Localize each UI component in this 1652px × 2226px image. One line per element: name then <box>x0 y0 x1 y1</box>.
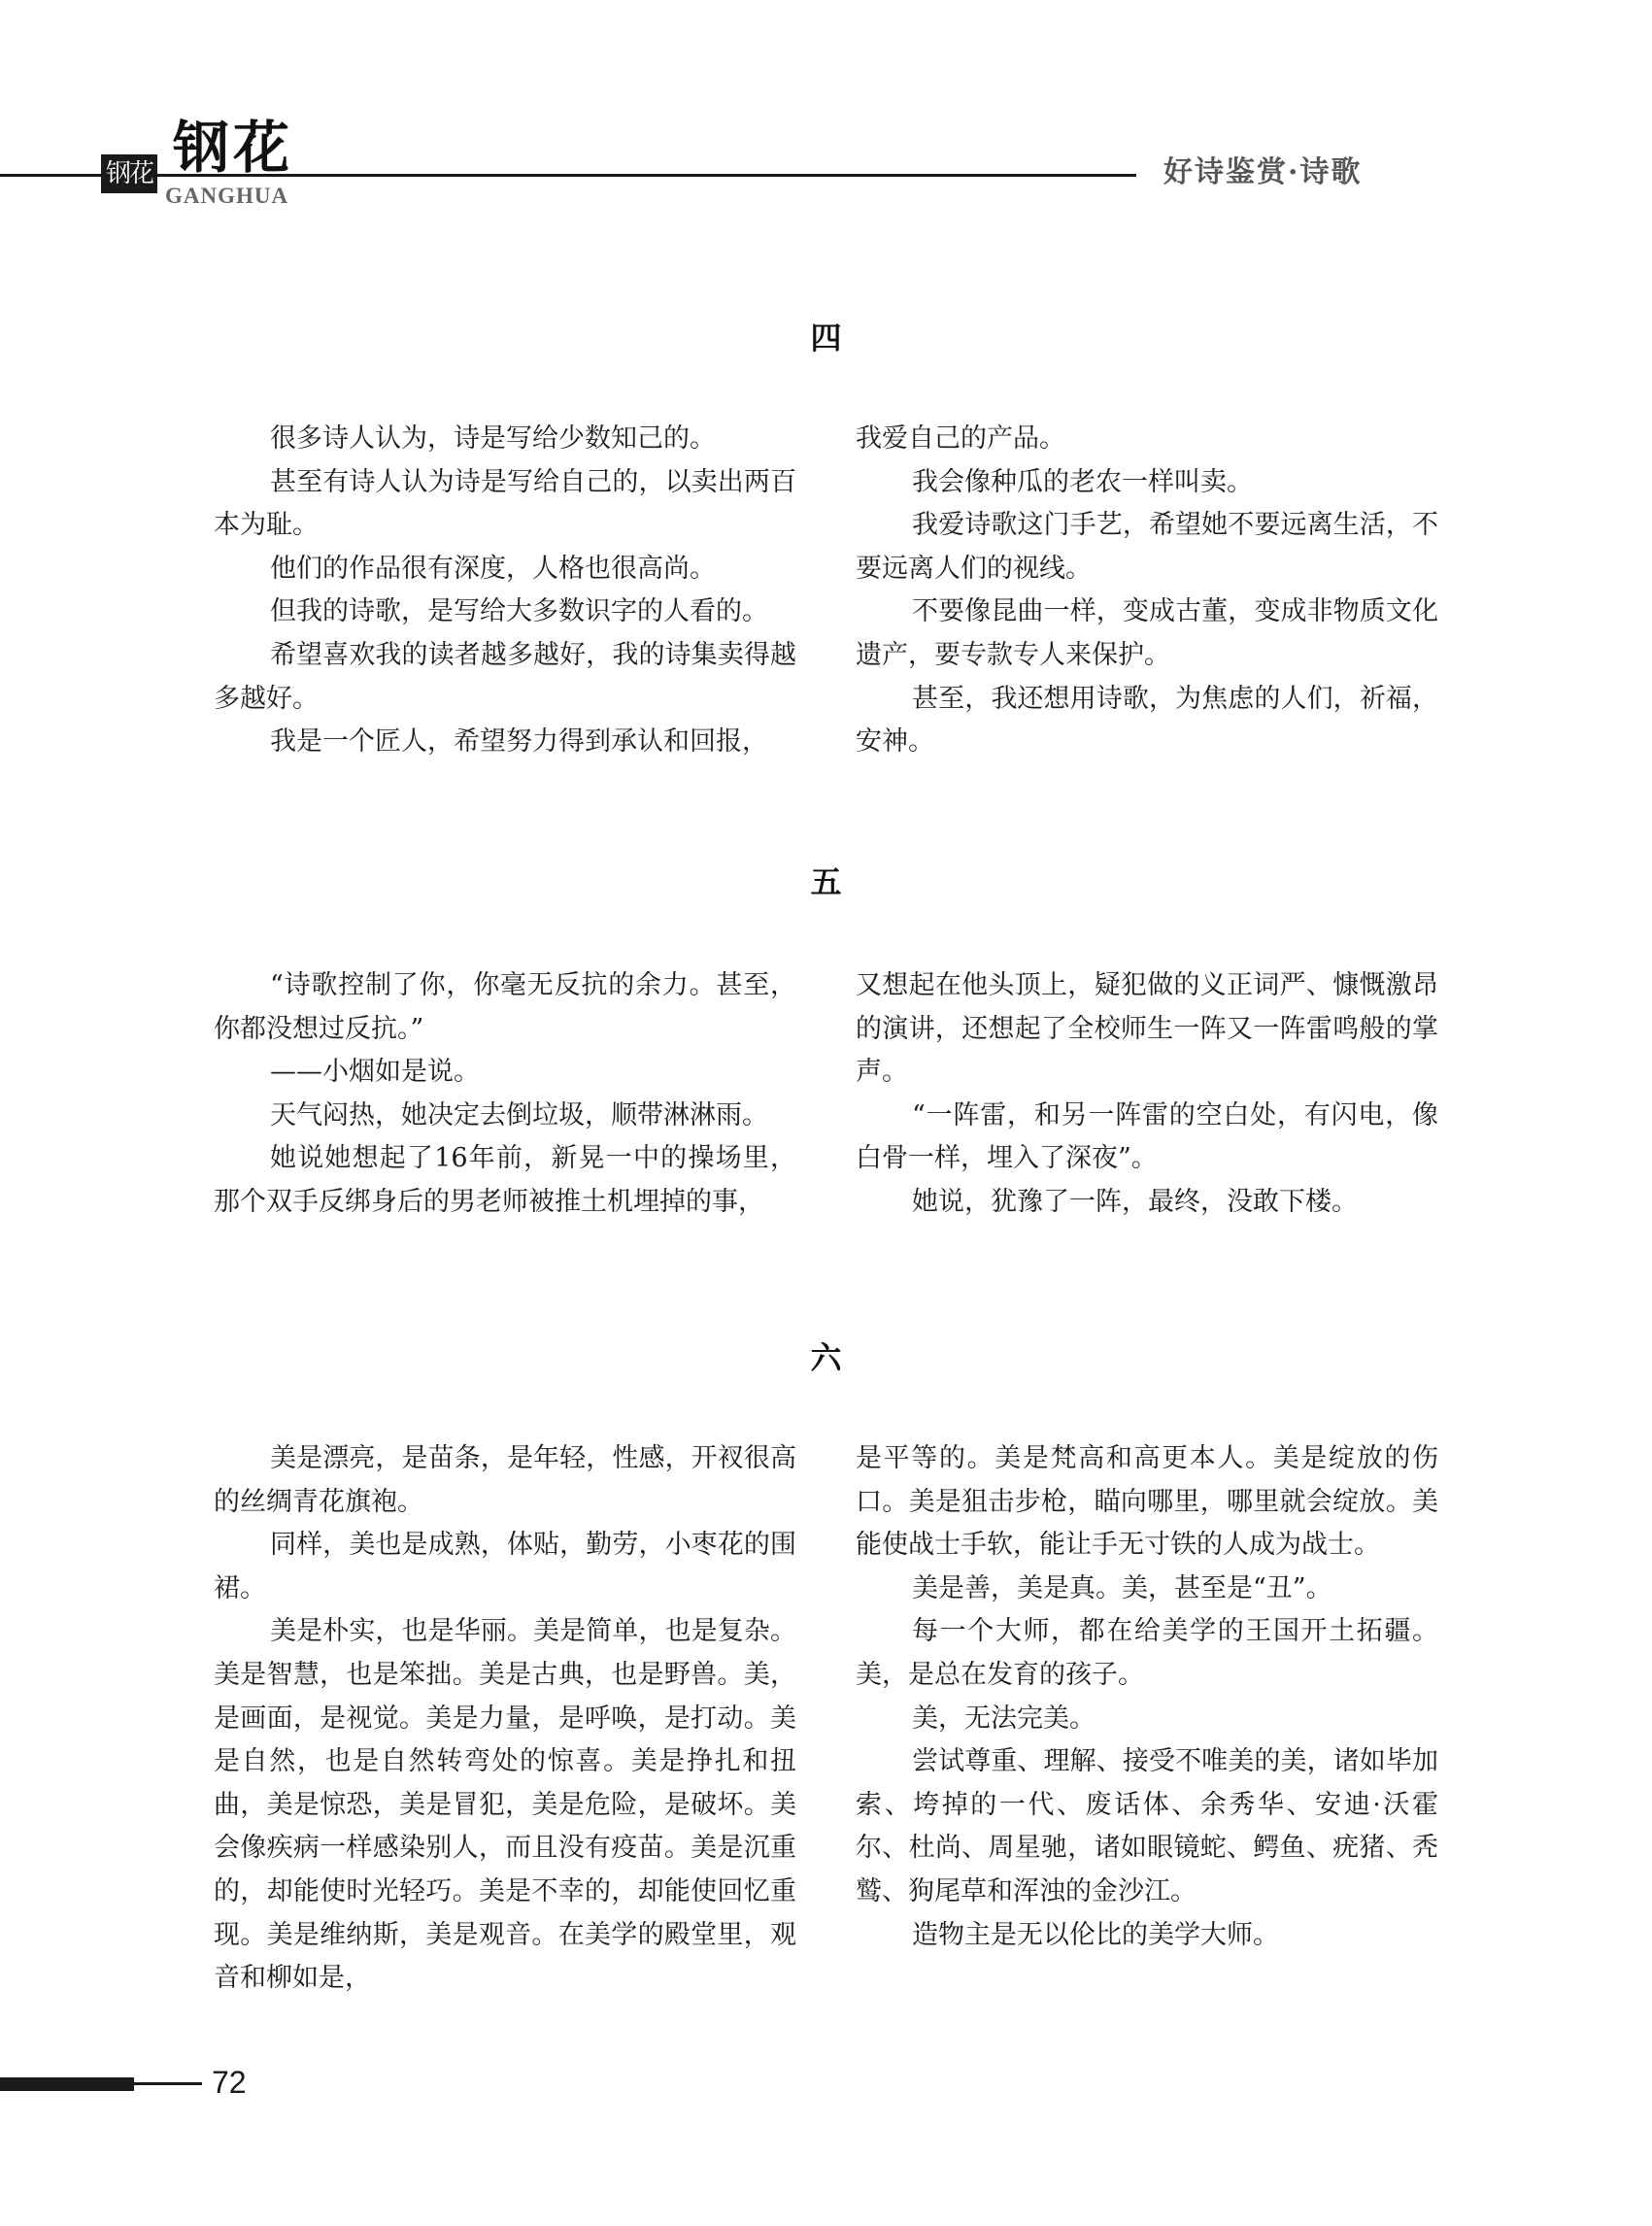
paragraph: 甚至有诗人认为诗是写给自己的，以卖出两百本为耻。 <box>214 466 796 541</box>
paragraph: 很多诗人认为，诗是写给少数知己的。 <box>270 423 716 454</box>
paragraph: 不要像昆曲一样，变成古董，变成非物质文化遗产，要专款专人来保护。 <box>856 596 1438 670</box>
magazine-logo-badge: 钢花 <box>101 154 157 193</box>
section-5-right-column <box>856 964 1438 1225</box>
paragraph: 造物主是无以伦比的美学大师。 <box>912 1919 1279 1950</box>
header-rule <box>0 174 1136 177</box>
paragraph: 我爱自己的产品。 <box>856 423 1065 454</box>
paragraph: 我是一个匠人，希望努力得到承认和回报， <box>270 726 768 758</box>
page-number: 72 <box>212 2065 247 2100</box>
footer-rule-thick <box>0 2077 134 2091</box>
paragraph: 尝试尊重、理解、接受不唯美的美，诸如毕加索、垮掉的一代、废话体、余秀华、安迪·沃霍尔、杜尚、周星驰，诸如眼镜蛇、鳄鱼、疣猪、秃鹫、狗尾草和浑浊的金沙江。 <box>856 1746 1438 1906</box>
section-5-left-column <box>214 964 796 1225</box>
section-heading-6: 六 <box>810 1339 842 1376</box>
paragraph: 甚至，我还想用诗歌，为焦虑的人们，祈福，安神。 <box>856 683 1438 758</box>
section-6-left-column <box>214 1437 796 2001</box>
paragraph: 她说她想起了16年前，新晃一中的操场里，那个双手反绑身后的男老师被推土机埋掉的事， <box>214 1143 796 1217</box>
magazine-title: 钢花 <box>173 115 294 181</box>
paragraph: 我会像种瓜的老农一样叫卖。 <box>912 466 1253 497</box>
paragraph: 美是善，美是真。美，甚至是“丑”。 <box>912 1572 1332 1603</box>
paragraph: 又想起在他头顶上，疑犯做的义正词严、慷慨激昂的演讲，还想起了全校师生一阵又一阵雷鸣般的掌声。 <box>856 970 1438 1088</box>
paragraph: 天气闷热，她决定去倒垃圾，顺带淋淋雨。 <box>270 1099 768 1130</box>
magazine-title-pinyin: GANGHUA <box>165 184 289 208</box>
section-heading-5: 五 <box>810 863 842 900</box>
paragraph: 希望喜欢我的读者越多越好，我的诗集卖得越多越好。 <box>214 639 796 714</box>
paragraph: 每一个大师，都在给美学的王国开土拓疆。美，是总在发育的孩子。 <box>856 1616 1438 1690</box>
paragraph: 她说，犹豫了一阵，最终，没敢下楼。 <box>912 1186 1358 1217</box>
section-4-right-column <box>856 418 1438 764</box>
paragraph: 美是朴实，也是华丽。美是简单，也是复杂。美是智慧，也是笨拙。美是古典，也是野兽。美，是画面，是视觉。美是力量，是呼唤，是打动。美是自然，也是自然转弯处的惊喜。美是挣扎和扭曲，美是惊恐，美是冒犯，美是危险，是破坏。美会像疾病一样感染别人，而且没有疫苗。美是沉重的，却能使时光轻巧。美是不幸的，却能使回忆重现。美是维纳斯，美是观音。在美学的殿堂里，观音和柳如是， <box>214 1616 796 1994</box>
paragraph: “一阵雷，和另一阵雷的空白处，有闪电，像白骨一样，埋入了深夜”。 <box>856 1099 1438 1174</box>
paragraph: 是平等的。美是梵高和高更本人。美是绽放的伤口。美是狙击步枪，瞄向哪里，哪里就会绽放。美能使战士手软，能让手无寸铁的人成为战士。 <box>856 1443 1438 1561</box>
section-heading-4: 四 <box>810 320 842 356</box>
paragraph: 美，无法完美。 <box>912 1703 1096 1734</box>
paragraph: 美是漂亮，是苗条，是年轻，性感，开衩很高的丝绸青花旗袍。 <box>214 1443 796 1517</box>
paragraph: 我爱诗歌这门手艺，希望她不要远离生活，不要远离人们的视线。 <box>856 510 1438 584</box>
section-label: 好诗鉴赏·诗歌 <box>1163 155 1363 189</box>
paragraph: ——小烟如是说。 <box>270 1057 480 1088</box>
section-6-right-column <box>856 1437 1438 1957</box>
paragraph: “诗歌控制了你，你毫无反抗的余力。甚至，你都没想过反抗。” <box>214 970 796 1044</box>
paragraph: 同样，美也是成熟，体贴，勤劳，小枣花的围裙。 <box>214 1530 796 1603</box>
paragraph: 他们的作品很有深度，人格也很高尚。 <box>270 553 716 584</box>
section-4-left-column <box>214 418 796 764</box>
paragraph: 但我的诗歌，是写给大多数识字的人看的。 <box>270 596 768 627</box>
footer-rule-thin <box>134 2082 202 2085</box>
